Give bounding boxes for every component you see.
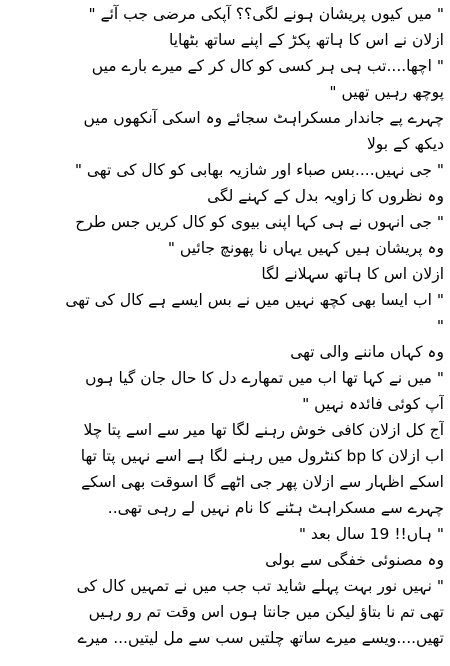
text-line: وہ کہاں ماننے والی تھی [290, 343, 444, 361]
text-line: " میں کیوں پریشان ہونے لگی؟؟ آپکی مرضی جب آئے " [88, 5, 444, 23]
text-line: " جی نہیں....بس صباء اور شازیہ بھابی کو کال کی تھی " [74, 161, 444, 179]
text-line: چہرے سے مسکراہٹ ہٹنے کا نام نہیں لے رہی تھی.. [107, 499, 444, 517]
text-line: " اب ایسا بھی کچھ نہیں میں نے بس ایسے ہے کال کی تھی [65, 291, 444, 309]
text-line: دیکھ کے بولا [366, 135, 444, 153]
text-line: اب ازلان کا bp کنٹرول میں رہنے لگا ہے اسے نہیں پتا تھا [80, 447, 444, 465]
text-line: ازلان اس کا ہاتھ سہلانے لگا [261, 265, 444, 283]
text-line: پوچھ رہیں تھیں " [329, 83, 444, 101]
text-line: آج کل ازلان کافی خوش رہنے لگا تھا میر سے اسے پتا چلا [83, 421, 444, 439]
text-line: ازلان نے اس کا ہاتھ پکڑ کے اپنے ساتھ بٹھایا [169, 31, 444, 49]
text-line: " میں نے کہا تھا اب میں تمھارے دل کا حال جان گیا ہوں [85, 369, 444, 387]
text-line: " اچھا....تب ہی ہر کسی کو کال کر کے میرے بارے میں [91, 57, 444, 75]
text-line: وہ نظروں کا زاویہ بدل کے کہنے لگی [207, 187, 444, 205]
text-line: تھی تم نا بتاؤ لیکن میں جانتا ہوں اس وقت تم رو رہیں [88, 603, 444, 621]
text-line: " جی انہوں نے ہی کہا اپنی بیوی کو کال کریں جس طرح [75, 213, 444, 231]
text-line: وہ پریشان ہیں کہیں یہاں نا پھونچ جائیں " [167, 239, 444, 257]
text-line: " نہیں نور بہت پہلے شاید تب جب میں نے تمہیں کال کی [76, 577, 444, 595]
text-line: اسکے اظہار سے ازلان پھر جی اٹھے گا اسوقت بھی اسکے [81, 473, 444, 491]
text-line: چہرے پے جاندار مسکراہٹ سجائے وہ اسکی آنکھوں میں [83, 109, 444, 127]
text-line: تھیں....ویسے میرے ساتھ چلتیں سب سے مل لیتیں... میرے [77, 629, 444, 647]
text-line: آپ کوئی فائدہ نہیں " [302, 395, 444, 413]
text-line: وہ مصنوئی خفگی سے بولی [265, 551, 444, 569]
text-line: " [436, 317, 444, 335]
text-line: " ہاں!! 19 سال بعد " [298, 525, 444, 543]
